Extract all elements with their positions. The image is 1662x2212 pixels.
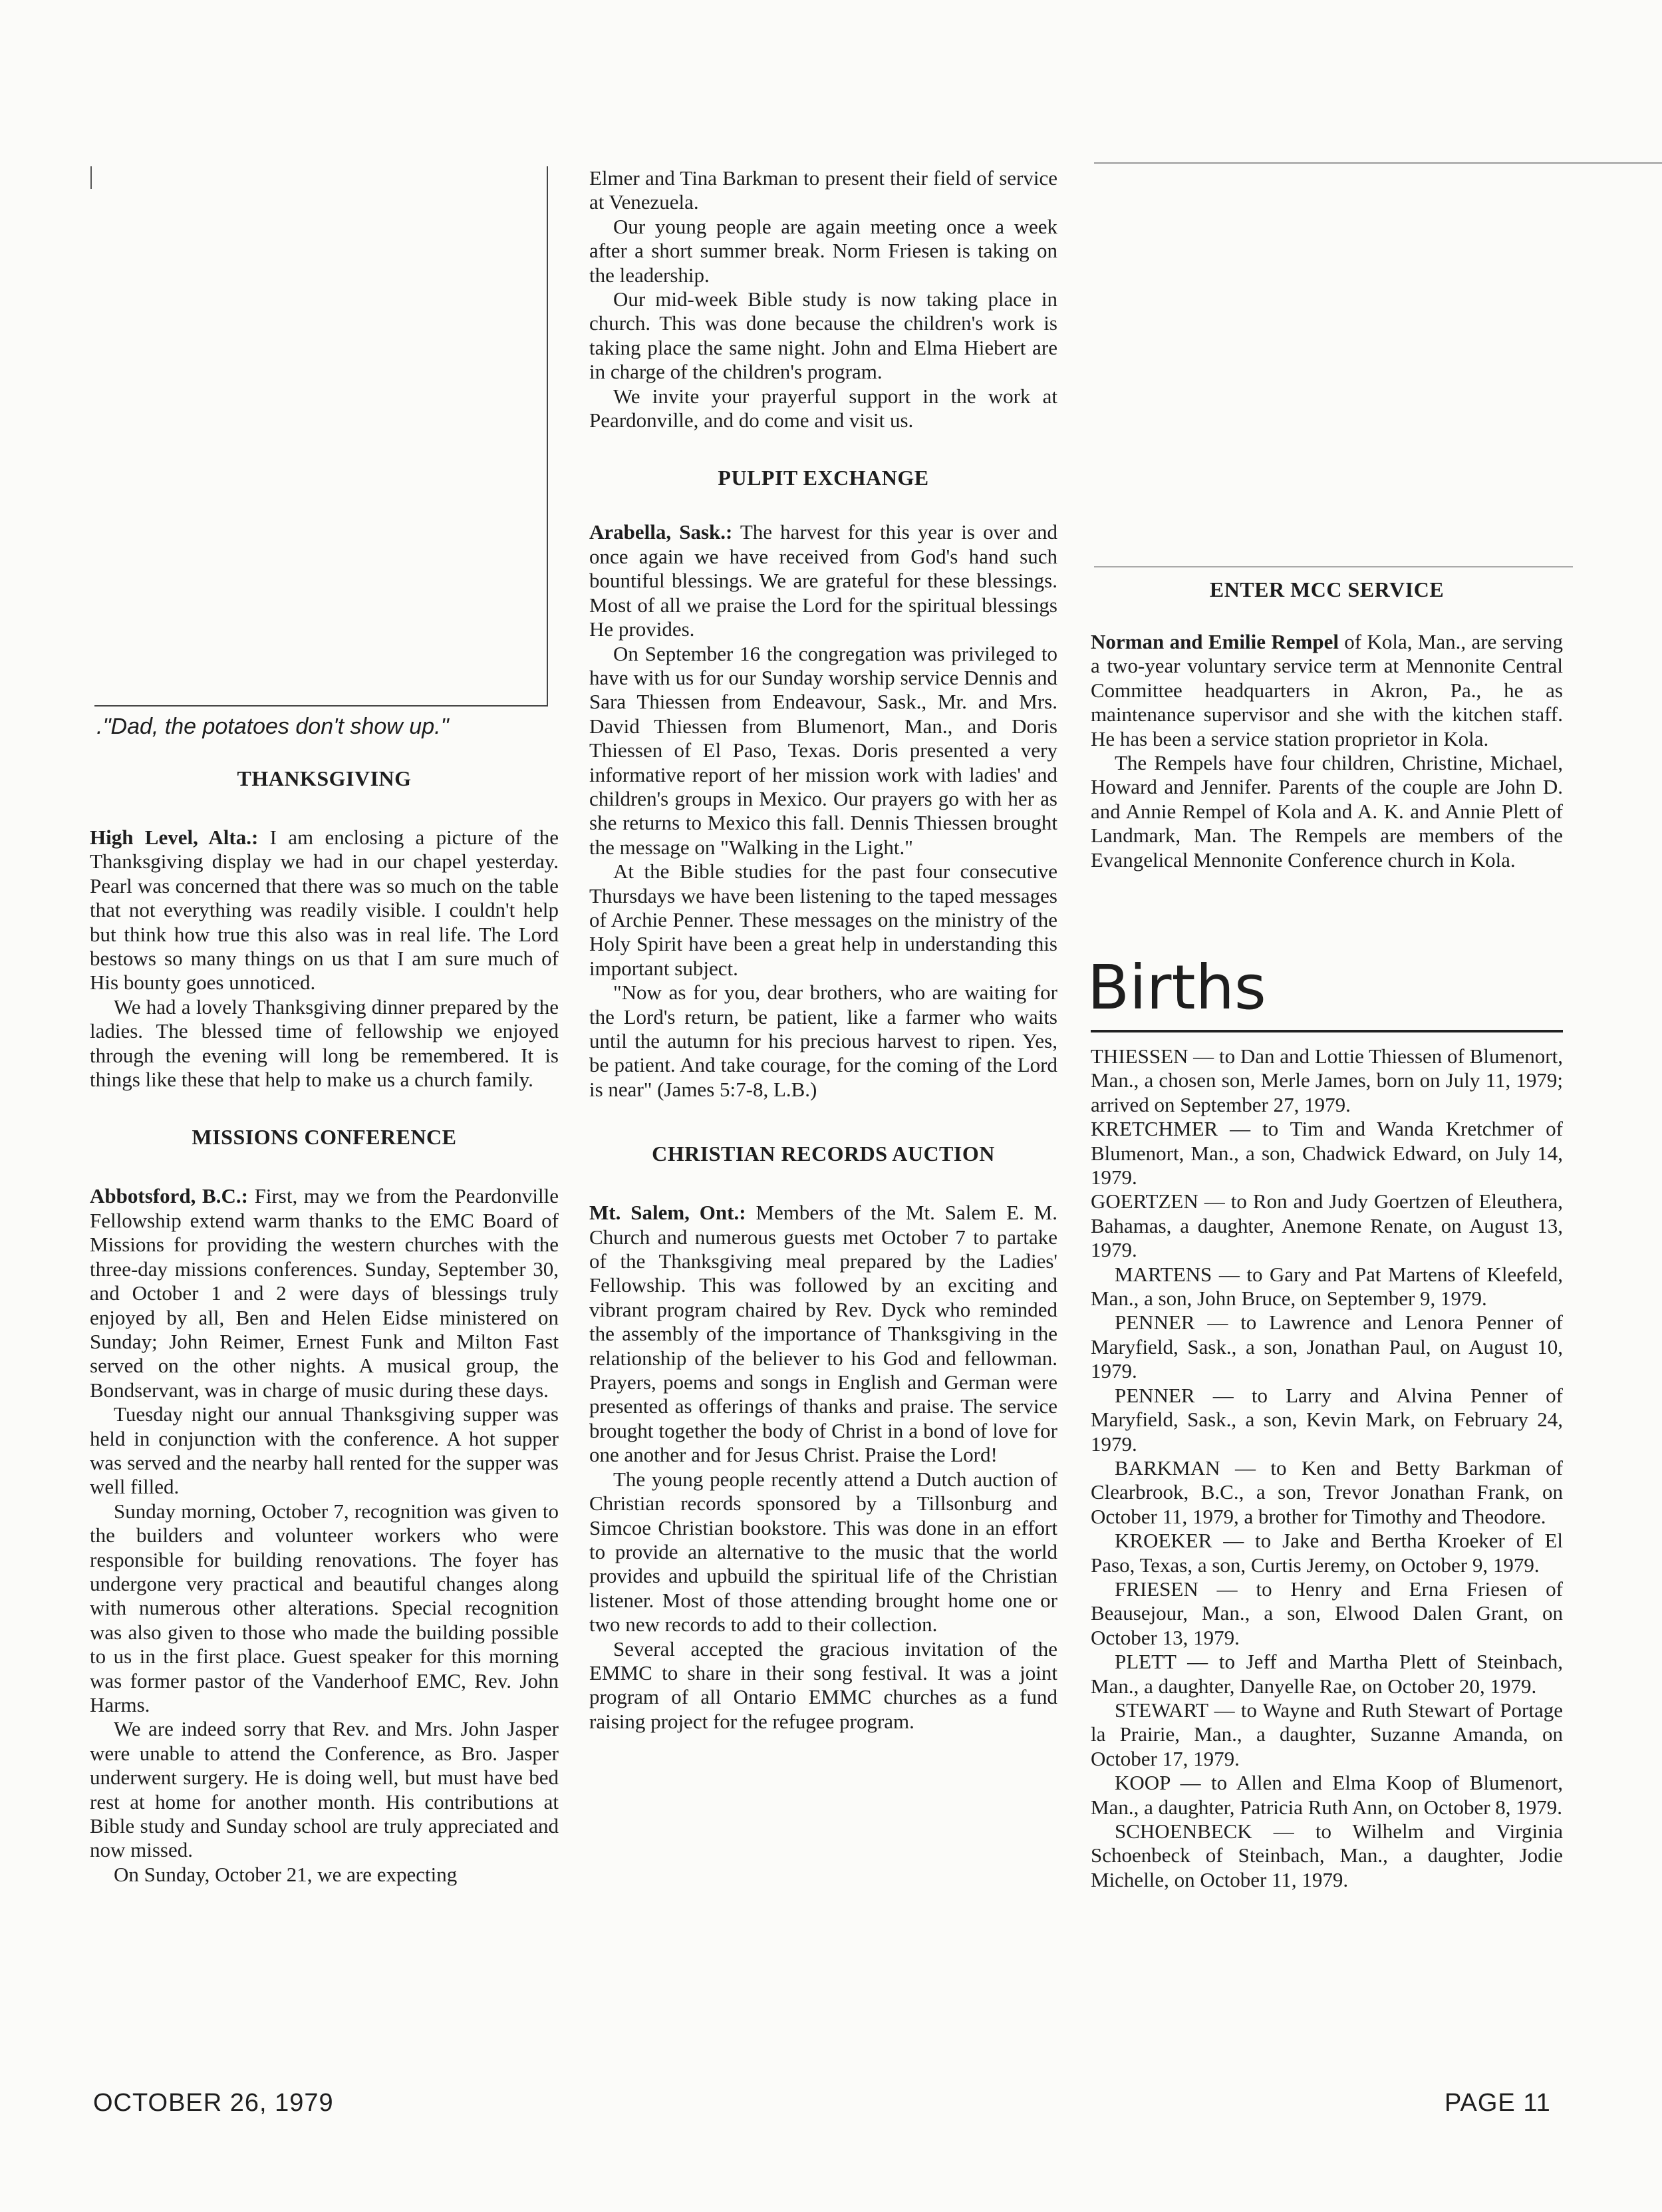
birth-entry: THIESSEN — to Dan and Lottie Thiessen of Blumenort, Man., a chosen son, Merle James, born on July 11, 1979; arrived on September 27, 1979. [1091, 1044, 1563, 1116]
birth-entry: PENNER — to Larry and Alvina Penner of Maryfield, Sask., a son, Kevin Mark, on February 24, 1979. [1091, 1383, 1563, 1456]
auction-paragraph: Mt. Salem, Ont.: Members of the Mt. Salem E. M. Church and numerous guests met October 7 to partake of the Thanksgiving meal prepared by the Ladies' Fellowship. This was followed by an exciting and vibrant program chaired by Rev. Dyck who reminded the assembly of the importance of Thanksgiving in the relationship of the believer to his God and fellowman. Prayers, poems and songs in English and German were presented as offerings of thanks and praise. The service brought together the body of Christ in a bond of love for one another and for Jesus Christ. Praise the Lord! [589, 1201, 1057, 1467]
birth-entry: MARTENS — to Gary and Pat Martens of Kleefeld, Man., a son, John Bruce, on September 9, 1979. [1091, 1262, 1563, 1311]
missions-lead: Abbotsford, B.C.: [90, 1184, 248, 1208]
missions-continued-paragraph: Our mid-week Bible study is now taking place in church. This was done because the children's work is taking place the same night. John and Elma Hiebert are in charge of the children's program. [589, 287, 1057, 384]
mcc-lead: Norman and Emilie Rempel [1091, 630, 1339, 653]
top-right-rule [1094, 162, 1662, 164]
birth-entry: PENNER — to Lawrence and Lenora Penner of Maryfield, Sask., a son, Jonathan Paul, on August 10, 1979. [1091, 1311, 1563, 1383]
pulpit-paragraph: Arabella, Sask.: The harvest for this year is over and once again we have received from God's hand such bountiful blessings. We are grateful for these blessings. Most of all we praise the Lord for the spiritual blessings He provides. [589, 520, 1058, 641]
birth-entry: GOERTZEN — to Ron and Judy Goertzen of Eleuthera, Bahamas, a daughter, Anemone Renate, on August 13, 1979. [1091, 1189, 1563, 1262]
birth-entry: FRIESEN — to Henry and Erna Friesen of Beausejour, Man., a son, Elwood Dalen Grant, on October 13, 1979. [1091, 1577, 1563, 1649]
photo-frame-tick [90, 166, 92, 189]
birth-entry: PLETT — to Jeff and Martha Plett of Steinbach, Man., a daughter, Danyelle Rae, on October 20, 1979. [1091, 1650, 1563, 1698]
missions-paragraph: On Sunday, October 21, we are expecting [114, 1862, 458, 1886]
birth-entry: KRETCHMER — to Tim and Wanda Kretchmer of Blumenort, Man., a son, Chadwick Edward, on July 14, 1979. [1091, 1117, 1563, 1189]
pulpit-paragraph: "Now as for you, dear brothers, who are waiting for the Lord's return, be patient, like a farmer who waits until the autumn for his precious harvest to ripen. Yes, be patient. And take courage, for the coming of the Lord is near" (James 5:7-8, L.B.) [589, 981, 1057, 1101]
section-rule [1094, 566, 1573, 567]
pulpit-paragraph: On September 16 the congregation was privileged to have with us for our Sunday worship service Dennis and Sara Thiessen from Endeavour, Sask., Mr. and Mrs. David Thiessen from Blumenort, Man., and Doris Thiessen of El Paso, Texas. Doris presented a very informative report of her mission work with ladies' and children's groups in Mexico. Our prayers go with her as she returns to Mexico this fall. Dennis Thiessen brought the message on "Walking in the Light." [589, 641, 1057, 859]
auction-paragraph: Several accepted the gracious invitation of the EMMC to share in their song festival. It was a joint program of all Ontario EMMC churches as a fund raising project for the refugee program. [589, 1637, 1057, 1733]
pulpit-heading: PULPIT EXCHANGE [718, 466, 929, 490]
mcc-paragraph: The Rempels have four children, Christine, Michael, Howard and Jennifer. Parents of the couple are John D. and Annie Rempel of Kola and A. K. and Annie Plett of Landmark, Man. The Rempels are members of the Evangelical Mennonite Conference church in Kola. [1091, 751, 1563, 871]
thanksgiving-photo [94, 166, 548, 707]
birth-entry: STEWART — to Wayne and Ruth Stewart of Portage la Prairie, Man., a daughter, Suzanne Amanda, on October 17, 1979. [1091, 1698, 1563, 1770]
page-number: PAGE 11 [1445, 2089, 1551, 2117]
auction-heading: CHRISTIAN RECORDS AUCTION [652, 1142, 995, 1166]
births-rule [1091, 1030, 1563, 1032]
middle-column [589, 166, 1057, 1734]
mcc-section [1091, 577, 1563, 872]
pulpit-paragraph: At the Bible studies for the past four consecutive Thursdays we have been listening to the taped messages of Archie Penner. These messages on the ministry of the Holy Spirit have been a great help in understanding this important subject. [589, 860, 1057, 980]
left-column [90, 766, 559, 1887]
missions-continued-paragraph: Elmer and Tina Barkman to present their field of service at Venezuela. [589, 166, 1057, 214]
mcc-heading: ENTER MCC SERVICE [1209, 577, 1445, 601]
births-title: Births [1087, 952, 1266, 1023]
thanksgiving-paragraph: High Level, Alta.: I am enclosing a picture of the Thanksgiving display we had in our chapel yesterday. Pearl was concerned that there was so much on the table that not everything was readily visible. I couldn't help but think how true this also was in real life. The Lord bestows so many things on us that I am sure much of His bounty goes unnoticed. [90, 826, 559, 995]
issue-date: OCTOBER 26, 1979 [93, 2089, 334, 2117]
missions-paragraph: We are indeed sorry that Rev. and Mrs. John Jasper were unable to attend the Conference, as Bro. Jasper underwent surgery. He is doing well, but must have bed rest at home for another month. His contributions at Bible study and Sunday school are truly appreciated and now missed. [90, 1717, 559, 1862]
photo-caption: ."Dad, the potatoes don't show up." [96, 714, 449, 739]
missions-continued-paragraph: Our young people are again meeting once a week after a short summer break. Norm Friesen is taking on the leadership. [589, 214, 1057, 287]
auction-lead: Mt. Salem, Ont.: [589, 1201, 746, 1225]
thanksgiving-paragraph: We had a lovely Thanksgiving dinner prepared by the ladies. The blessed time of fellowship we enjoyed through the evening will long be remembered. It is things like these that help to make us a church family. [90, 995, 559, 1092]
missions-continued-paragraph: We invite your prayerful support in the work at Peardonville, and do come and visit us. [589, 384, 1057, 432]
birth-entry: BARKMAN — to Ken and Betty Barkman of Clearbrook, B.C., a son, Trevor Jonathan Frank, on October 11, 1979, a brother for Timothy and Theodore. [1091, 1456, 1563, 1528]
birth-entry: SCHOENBECK — to Wilhelm and Virginia Schoenbeck of Steinbach, Man., a daughter, Jodie Michelle, on October 11, 1979. [1091, 1819, 1563, 1891]
missions-paragraph: Sunday morning, October 7, recognition was given to the builders and volunteer workers who were responsible for building renovations. The foyer has undergone very practical and beautiful changes along with numerous other alterations. Special recognition was also given to those who made the building possible to us in the first place. Guest speaker for this morning was former pastor of the Vanderhoof EMC, Rev. John Harms. [90, 1499, 559, 1716]
pulpit-lead: Arabella, Sask.: [589, 520, 733, 544]
missions-paragraph: Tuesday night our annual Thanksgiving supper was held in conjunction with the conference. A hot supper was served and the nearby hall rented for the supper was well filled. [90, 1402, 559, 1499]
birth-entry: KROEKER — to Jake and Bertha Kroeker of El Paso, Texas, a son, Curtis Jeremy, on October 9, 1979. [1091, 1529, 1563, 1577]
thanksgiving-heading: THANKSGIVING [237, 766, 412, 790]
births-list [1091, 1044, 1563, 1892]
mcc-paragraph: Norman and Emilie Rempel of Kola, Man., are serving a two-year voluntary service term at Mennonite Central Committee headquarters in Akron, Pa., he as maintenance supervisor and she with the kitchen staff. He has been a service station proprietor in Kola. [1091, 630, 1563, 750]
birth-entry: KOOP — to Allen and Elma Koop of Blumenort, Man., a daughter, Patricia Ruth Ann, on October 8, 1979. [1091, 1771, 1563, 1819]
thanksgiving-lead: High Level, Alta.: [90, 826, 259, 849]
auction-paragraph: The young people recently attend a Dutch auction of Christian records sponsored by a Tillsonburg and Simcoe Christian bookstore. This was done in an effort to provide an alternative to the music that the world provides and upbuild the spiritual life of the Christian listener. Most of those attending brought home one or two new records to add to their collection. [589, 1467, 1057, 1637]
missions-paragraph: Abbotsford, B.C.: First, may we from the Peardonville Fellowship extend warm thanks to the EMC Board of Missions for providing the western churches with the three-day missions conferences. Sunday, September 30, and October 1 and 2 were days of blessings truly enjoyed by all, Ben and Helen Eidse ministered on Sunday; John Reimer, Ernest Funk and Milton Fast served on the other nights. A musical group, the Bondservant, was in charge of music during these days. [90, 1184, 559, 1402]
missions-heading: MISSIONS CONFERENCE [192, 1125, 457, 1150]
